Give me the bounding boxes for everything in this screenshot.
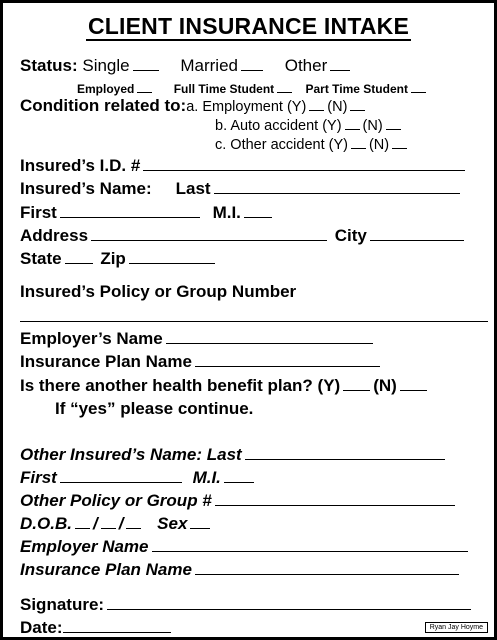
continue-note: If “yes” please continue. <box>55 399 254 418</box>
dob-month-field[interactable] <box>75 513 90 529</box>
employer-name-field[interactable] <box>166 328 373 344</box>
insured-state-row: State Zip <box>20 248 488 269</box>
other-first-name-field[interactable] <box>60 467 182 483</box>
other-plan-name-row: Insurance Plan Name <box>20 559 488 580</box>
other-mi-field[interactable] <box>224 467 254 483</box>
insured-zip-field[interactable] <box>129 248 215 264</box>
auto-accident-yes-field[interactable] <box>345 118 360 130</box>
employed-field[interactable] <box>137 82 152 93</box>
other-policy-row: Other Policy or Group # <box>20 490 488 511</box>
part-time-student-field[interactable] <box>411 82 426 93</box>
other-employer-field[interactable] <box>152 536 468 552</box>
married-field[interactable] <box>241 55 263 71</box>
single-field[interactable] <box>133 55 159 71</box>
insured-name-row: Insured’s Name: Last <box>20 178 488 199</box>
other-status-field[interactable] <box>330 55 350 71</box>
condition-row-b: b. Auto accident (Y) (N) <box>215 116 488 136</box>
insured-id-field[interactable] <box>143 155 465 171</box>
other-employer-row: Employer Name <box>20 536 488 557</box>
condition-row-a: Condition related to:a. Employment (Y) (N) <box>20 96 488 117</box>
other-last-name-field[interactable] <box>245 444 445 460</box>
insured-first-name-field[interactable] <box>60 202 200 218</box>
other-name-row: Other Insured’s Name: Last <box>20 444 488 465</box>
employer-name-row: Employer’s Name <box>20 328 488 349</box>
insured-address-row: Address City <box>20 225 488 246</box>
insured-id-row: Insured’s I.D. # <box>20 155 488 176</box>
author-credit: Ryan Jay Hoyme <box>425 622 488 633</box>
plan-name-field[interactable] <box>195 351 380 367</box>
dob-year-field[interactable] <box>126 513 141 529</box>
employment-row: Employed Full Time Student Part Time Student <box>77 79 488 99</box>
auto-accident-no-field[interactable] <box>386 118 401 130</box>
employment-no-field[interactable] <box>350 99 365 111</box>
insured-city-field[interactable] <box>370 225 464 241</box>
sex-field[interactable] <box>190 513 210 529</box>
dob-row: D.O.B. / / Sex <box>20 513 488 534</box>
other-accident-yes-field[interactable] <box>351 137 366 149</box>
dob-day-field[interactable] <box>101 513 116 529</box>
form-title: CLIENT INSURANCE INTAKE <box>87 13 410 39</box>
signature-row: Signature: <box>20 594 488 615</box>
insured-address-field[interactable] <box>91 225 327 241</box>
condition-row-c: c. Other accident (Y) (N) <box>215 135 488 155</box>
other-accident-no-field[interactable] <box>392 137 407 149</box>
other-plan-name-field[interactable] <box>195 559 459 575</box>
insured-mi-field[interactable] <box>244 202 272 218</box>
other-plan-yes-field[interactable] <box>343 375 370 391</box>
insured-last-name-field[interactable] <box>214 178 460 194</box>
employment-yes-field[interactable] <box>309 99 324 111</box>
insured-policy-row: Insured’s Policy or Group Number <box>20 282 297 301</box>
insured-policy-field[interactable] <box>20 321 488 322</box>
other-first-row: First M.I. <box>20 467 488 488</box>
date-field[interactable] <box>63 617 171 633</box>
insured-first-row: First M.I. <box>20 202 488 223</box>
date-row: Date: <box>20 617 488 638</box>
signature-field[interactable] <box>107 594 471 610</box>
plan-name-row: Insurance Plan Name <box>20 351 488 372</box>
other-policy-field[interactable] <box>215 490 455 506</box>
other-plan-row: Is there another health benefit plan? (Y) (N) <box>20 375 488 396</box>
full-time-student-field[interactable] <box>277 82 292 93</box>
other-plan-no-field[interactable] <box>400 375 427 391</box>
status-row: Status: Single Married Other <box>20 55 488 76</box>
insured-state-field[interactable] <box>65 248 93 264</box>
